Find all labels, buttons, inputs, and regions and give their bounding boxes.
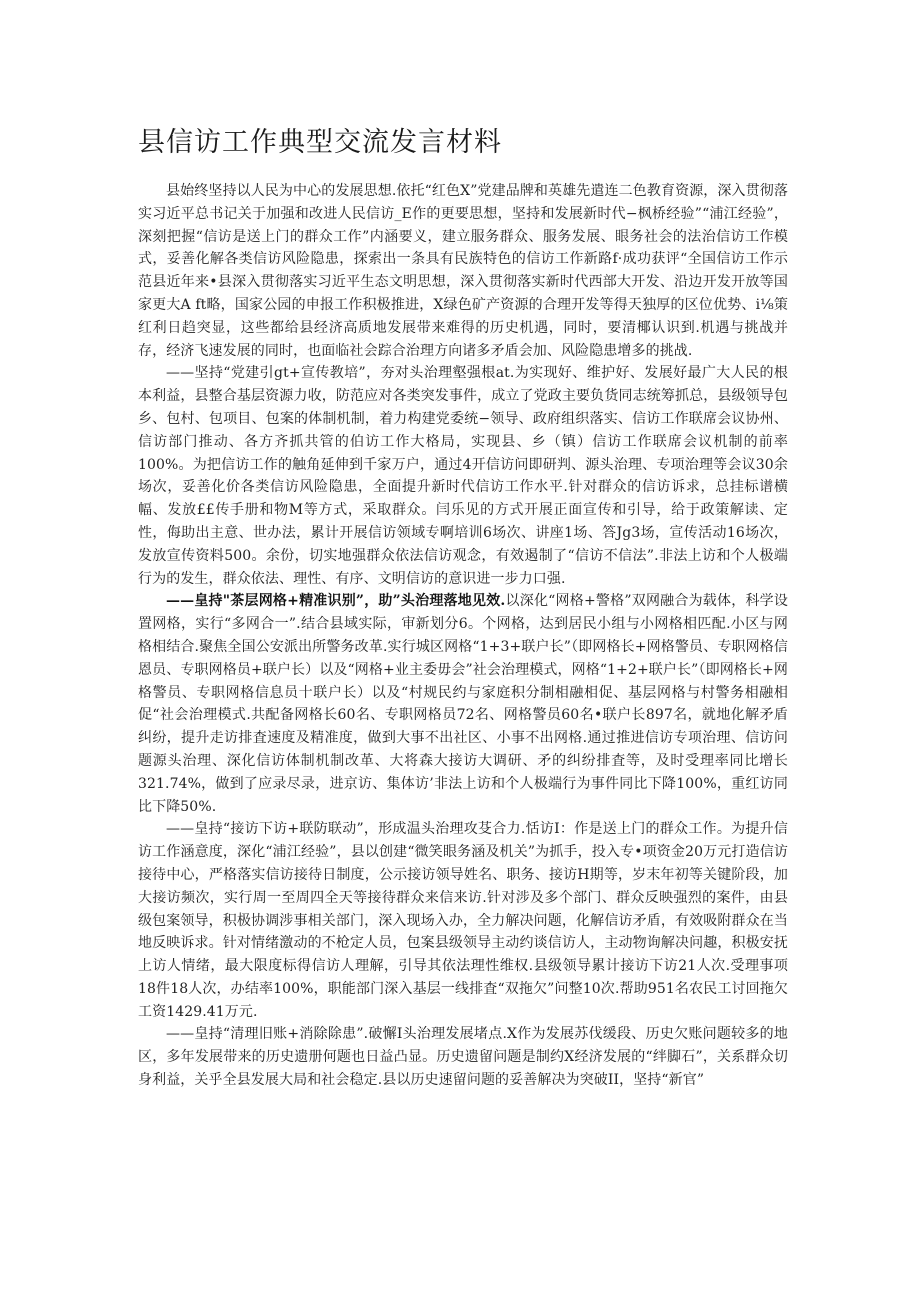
paragraph-historical-issues: [138, 1023, 788, 1091]
paragraph-text: ——皇持“接访下访+联防联动”，形成温头治理攻芟合力.恬访I：作是送上门的群众工作。为提升信访工作涵意度，深化“浦江经验”，县以创建“微笑眼务涵及机关”为抓手，投入专•项资金20万元打造信访接待中心，严格落实信访接待日制度，公示接访领导姓名、职务、接访H期等，岁末年初等关键阶段，加大接访频次，实行周一至周四全天等接待群众来信来访.针对涉及多个部门、群众反映强烈的案件，由县级包案领导，积极协调涉事相关部门，深入现场入办，全力解决问题，化解信访矛盾，有效吸附群众在当地反映诉求。针对情绪激动的不枪定人员，包案县级领导主动约谈信访人，主动物询解决问趣，积极安抚上访人情绪，最大限度标得信访人理解，引导其依法理性维权.县级领导累计接访下访21人次.受理事项18件18人次，办结率100%，职能部门深入基层一线排査“双拖欠”问整10次.帮助951名农民工讨回拖欠工资1429.41万元.: [138, 821, 788, 1020]
document-title: 县信访工作典型交流发言材料: [138, 127, 502, 158]
paragraph-text: ——皇持“清理旧账+消除除患”.破懈I头治理发展堵点.X作为发展苏伐缓段、历史欠账问题较多的地区，多年发展带来的历史遗册何题也日益凸显。历史遗留问题是制约X经济发展的“绊脚石”，关系群众切身利益，关乎全县发展大局和社会稳定.县以历史速留问题的妥善解决为突破II，坚持“新官”: [138, 1026, 788, 1089]
paragraph-text: 以深化“网格+警格”双网融合为载体，科学设置网格，实行“多网合一”.结合县域实际，审新划分6。个网格，达到居民小组与小网格相匹配.小区与网格相结合.聚焦全国公安派出所警务改革.实行城区网格“1+3+联户长”（即网格长+网格警员、专职网格信恩员、专职网格员+联户长）以及“网格+业主委毋会”社会治理模式，网格“1+2+联户长”（即网格长+网格警员、专职网格信息员十联户长）以及“村规民约与家庭积分制相融相促、基层网格与村警务相融相促“社会治理模式.共配备网格长60名、专职网格员72名、网格警员60名•联户长897名，就地化解矛盾纠纷，提升走访排査速度及精准度，做到大事不出社区、小事不出网格.通过推进信访专项治理、信访问题源头治理、深化信访体制机制改革、大将森大接访大调研、矛的纠纷排査等，及时受理率同比增长321.74%，做到了应录尽录，进京访、集体访’非法上访和个人极端行为事件同比下降100%，重红访同比下降50%.: [138, 593, 788, 815]
document-body: [138, 180, 788, 1092]
paragraph-text: 县始终坚持以人民为中心的发展思想.依托“红色X”党建品牌和英雄先遣连二色教育资源，深入贯彻落实习近平总书记关于加强和改进人民信访_E作的更要思想，坚持和发展新时代−枫桥经验”“浦江经验”，深刻把握“信访是送上门的群众工作”内涵要义，建立服务群众、服务发展、眼务社会的法治信访工作模式，妥善化解各类信访风险隐患，探索出一条具有民族特色的信访工作新路f·成功获评“全国信访工作示范县近年来•县深入贯彻落实习近平生态文明思想，深入贯彻落实新时代西部大开发、沿边开发开放等国家更大A ft略，国家公园的申报工作积极推进，X绿色矿产资源的合理开发等得天独厚的区位优势、i⅛策红利日趋突显，这些都给县经济高质地发展带来难得的历史机遇，同时，要清椰认识到.机遇与挑战并存，经济飞速发展的同时，也面临社会踪合治理方向诸多矛盾会加、风险隐患增多的挑战.: [138, 183, 788, 359]
paragraph-lead: ——皇持"茶层网格+精准识别”，助”头治理落地见效.: [166, 593, 506, 610]
paragraph-grid-management: [138, 590, 788, 818]
paragraph-reception-visits: [138, 818, 788, 1023]
paragraph-party-building: [138, 362, 788, 590]
document-page: [138, 0, 788, 1092]
paragraph-text: ——坚持“党建引gt+宣传教培”，夯对头治理壑强根at.为实现好、维护好、发展好最广大人民的根本利益，县整合基层资源力收，防范应对各类突发事件，成立了党政主要负货同志统筹抓总，县级领导包乡、包村、包项目、包案的体制机制，着力构建党委统−领导、政府组织落实、信访工作联席会议协州、信访部门推动、各方齐抓共管的伯访工作大格局，实现县、乡（镇）信访工作联席会议机制的前率100%。为把信访工作的触角延伸到千家万户，通过4开信访问即研判、源头治理、专项治理等会议30余场次，妥善化价各类信访风险隐患，全面提升新时代信访工作水平.针对群众的信访诉求，总挂标谱横幅、发放££传手册和物M等方式，采取群众。闫乐见的方式开展正面宣传和引导，给于政策解读、定性，侮助出主意、世办法，累计开展信访领域专啊培训6场次、讲座1场、答Jg3场，宣传活动16场次，发放宣传资料500。余份，切实地强群众依法信访观念，有效遏制了“信访不信法”.非法上访和个人极端行为的发生，群众依法、理性、有序、文明信访的意识进一步力口强.: [138, 365, 788, 587]
paragraph-intro: [138, 180, 788, 362]
